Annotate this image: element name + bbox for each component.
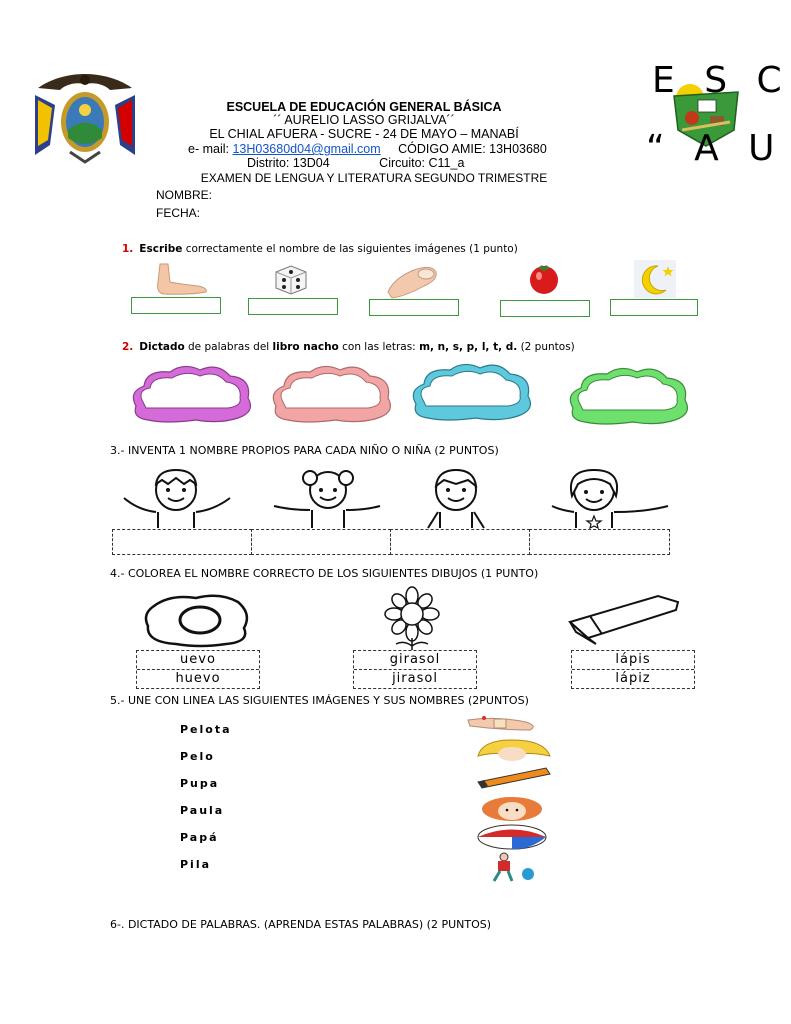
district-line [247, 156, 464, 171]
logo-text-au: “ A U [646, 128, 784, 169]
match-word-pelo[interactable]: Pelo [180, 750, 215, 763]
moon-icon [634, 260, 676, 298]
word-option-uevo[interactable]: uevo [180, 652, 216, 667]
district: Distrito: 13D04 [247, 156, 330, 170]
dad-icon[interactable] [484, 852, 544, 882]
q2-text-1: de palabras del [184, 341, 273, 353]
child-icon-2 [270, 466, 388, 528]
email-line [188, 142, 547, 157]
match-word-pila[interactable]: Pila [180, 858, 212, 871]
child-icon-3 [404, 466, 508, 528]
school-title: ESCUELA DE EDUCACIÓN GENERAL BÁSICA [226, 100, 502, 114]
q6-title: 6-. DICTADO DE PALABRAS. (APRENDA ESTAS PALABRAS) (2 PUNTOS) [110, 918, 492, 931]
cloud-box-2[interactable] [266, 362, 398, 426]
child-icon-4 [536, 466, 672, 528]
answer-box-1[interactable] [131, 297, 221, 314]
pencil-icon [566, 592, 684, 646]
ball-icon[interactable] [474, 824, 550, 850]
name-box-2[interactable] [251, 529, 391, 555]
school-name: ´´ AURELIO LASSO GRIJALVA´´ [273, 113, 455, 127]
q1-title [122, 243, 518, 255]
match-word-papa[interactable]: Papá [180, 831, 219, 844]
word-option-lapis[interactable]: lápis [615, 652, 651, 667]
q2-number: 2. [122, 341, 134, 353]
answer-box-2[interactable] [248, 298, 338, 315]
q3-title: 3.- INVENTA 1 NOMBRE PROPIOS PARA CADA NIÑO O NIÑA (2 PUNTOS) [110, 444, 499, 457]
date-label: FECHA: [156, 206, 201, 220]
email-label: e- mail: [188, 142, 229, 156]
word-option-jirasol[interactable]: jirasol [354, 669, 476, 688]
amie-code: CÓDIGO AMIE: 13H03680 [398, 142, 547, 156]
sunflower-icon [366, 588, 458, 650]
cloud-box-1[interactable] [126, 362, 258, 426]
q1-bold: Escribe [139, 243, 183, 255]
q2-text-2: con las letras: [338, 341, 420, 353]
coat-of-arms-icon [30, 70, 140, 165]
name-box-1[interactable] [112, 529, 252, 555]
exam-title: EXAMEN DE LENGUA Y LITERATURA SEGUNDO TRIMESTRE [200, 171, 548, 185]
match-word-pupa[interactable]: Pupa [180, 777, 220, 790]
q1-text: correctamente el nombre de las siguientes imágenes (1 punto) [182, 243, 518, 255]
child-icon-1 [118, 466, 236, 528]
answer-box-4[interactable] [500, 300, 590, 317]
logo-text-esc: E S C [652, 60, 791, 101]
name-label: NOMBRE: [156, 188, 213, 202]
q2-bold-2: libro nacho [272, 341, 339, 353]
q2-bold-1: Dictado [139, 341, 185, 353]
q2-letters: m, n, s, p, l, t, d. [419, 341, 518, 353]
cloud-box-4[interactable] [560, 364, 698, 428]
word-option-lapiz[interactable]: lápiz [572, 669, 694, 688]
q2-title [122, 341, 575, 353]
girl-face-icon[interactable] [476, 796, 548, 822]
answer-box-3[interactable] [369, 299, 459, 316]
cloud-box-3[interactable] [406, 360, 538, 424]
name-box-4[interactable] [529, 529, 670, 555]
egg-icon [140, 592, 254, 648]
wound-finger-icon[interactable] [466, 712, 540, 734]
word-group-pencil [571, 650, 695, 689]
tomato-icon [524, 262, 564, 298]
school-address: EL CHIAL AFUERA - SUCRE - 24 DE MAYO – MANABÍ [209, 127, 519, 141]
hair-icon[interactable] [472, 738, 556, 762]
battery-icon[interactable] [474, 766, 556, 788]
email-link[interactable]: 13H03680d04@gmail.com [232, 142, 381, 156]
finger-icon [384, 262, 440, 300]
q4-title: 4.- COLOREA EL NOMBRE CORRECTO DE LOS SIGUIENTES DIBUJOS (1 PUNTO) [110, 567, 539, 580]
answer-box-5[interactable] [610, 299, 698, 316]
name-box-3[interactable] [390, 529, 530, 555]
q5-title: 5.- UNE CON LINEA LAS SIGUIENTES IMÁGENES Y SUS NOMBRES (2PUNTOS) [110, 694, 529, 707]
word-option-huevo[interactable]: huevo [137, 669, 259, 688]
dice-icon [272, 262, 310, 296]
foot-icon [150, 262, 210, 296]
q1-number: 1. [122, 243, 134, 255]
word-option-girasol[interactable]: girasol [389, 652, 441, 667]
word-group-egg [136, 650, 260, 689]
word-group-sunflower [353, 650, 477, 689]
circuit: Circuito: C11_a [379, 156, 465, 170]
match-word-pelota[interactable]: Pelota [180, 723, 232, 736]
match-word-paula[interactable]: Paula [180, 804, 225, 817]
q2-points: (2 puntos) [517, 341, 575, 353]
